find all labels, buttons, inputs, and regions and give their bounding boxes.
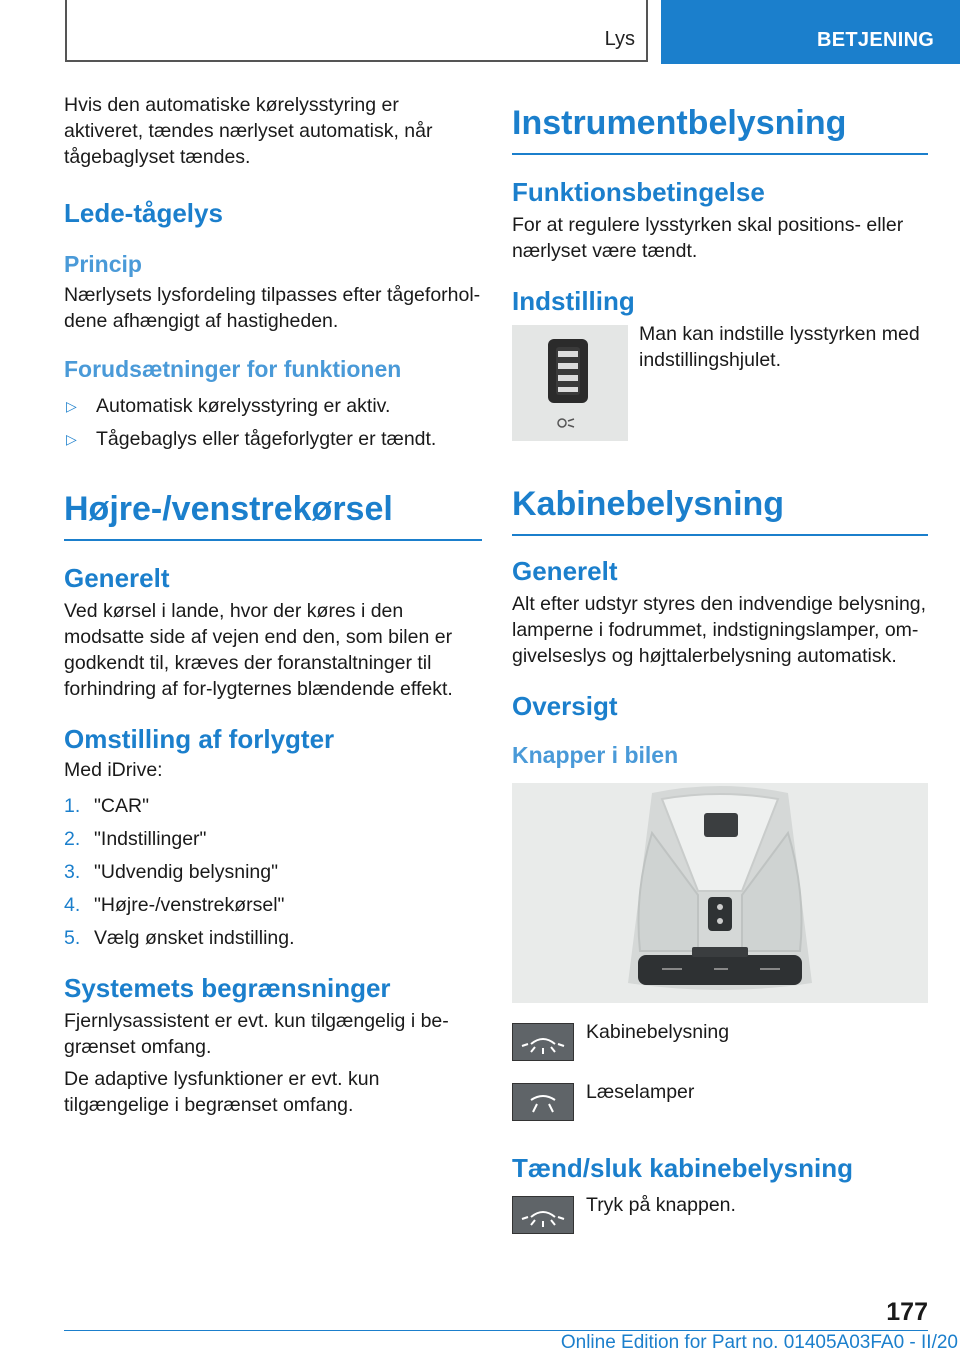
funktion-heading: Funktionsbetingelse [512,177,765,207]
steps-list [64,793,482,951]
lede-heading: Lede-tågelys [64,198,223,228]
footer-divider [64,1330,928,1331]
cabin-light-row [512,1023,928,1061]
reading-lamp-label: Læselamper [586,1081,695,1103]
list-item: 1. "CAR" [64,795,150,817]
list-item: ▷ Tågebaglys eller tågeforlygter er tændt. [66,428,437,450]
princip-text: Nærlysets lysfordeling tilpasses efter tågeforhol‐dene afhængigt af hastigheden. [64,284,481,332]
indstilling-row [512,325,928,441]
right-column [512,104,928,1234]
cabin-light-icon[interactable] [512,1023,574,1061]
omstilling-heading: Omstilling af forlygter [64,724,335,754]
header-section: Lys [604,28,635,50]
footer-edition: Online Edition for Part no. 01405A03FA0 - II/20 [560,1332,958,1353]
left-column [64,92,482,1118]
intro-text: Hvis den automatiske kørelysstyring er aktiveret, tændes nærlyset automatisk, når tågebaglyset tændes. [64,94,433,168]
taend-heading: Tænd/sluk kabinebelysning [512,1153,853,1183]
hv-heading: Højre-/venstrekørsel [64,490,482,541]
instrument-heading: Instrumentbelysning [512,104,928,155]
princip-heading: Princip [64,251,142,277]
generelt-heading: Generelt [64,563,170,593]
taend-text: Tryk på knappen. [586,1194,736,1216]
roof-console-image [512,783,928,1003]
forud-heading: Forudsætninger for funktionen [64,356,402,382]
omstilling-text: Med iDrive: [64,759,163,781]
generelt-text: Ved kørsel i lande, hvor der køres i den modsatte side af vejen end den, som bilen er godkendt til, kræves der foranstaltninger til forhindring af for‐lygternes blændende effekt. [64,600,453,700]
kabine-heading: Kabinebelysning [512,485,928,536]
funktion-text: For at regulere lysstyrken skal positions- eller nærlyset være tændt. [512,214,904,262]
triangle-bullet-icon: ▷ [66,431,77,447]
list-item: 4. "Højre-/venstrekørsel" [64,894,285,916]
begraensninger-text-1: Fjernlysassistent er evt. kun tilgængelig i be‐grænset omfang. [64,1010,449,1058]
dimmer-wheel-icon [512,325,628,441]
list-item: 3. "Udvendig belysning" [64,861,279,883]
knapper-heading: Knapper i bilen [512,742,679,768]
begraensninger-heading: Systemets begrænsninger [64,973,391,1003]
cabin-light-label: Kabinebelysning [586,1021,730,1043]
list-item: ▷ Automatisk kørelysstyring er aktiv. [66,395,391,417]
header-chapter-tab[interactable]: BETJENING [661,0,960,64]
begraensninger-text-2: De adaptive lysfunktioner er evt. kun tilgængelige i begrænset omfang. [64,1068,380,1116]
reading-lamp-row [512,1083,928,1121]
page-number: 177 [886,1298,928,1326]
list-item: 5. Vælg ønsket indstilling. [64,927,295,949]
oversigt-heading: Oversigt [512,691,618,721]
reading-lamp-icon[interactable] [512,1083,574,1121]
taend-row [512,1196,928,1234]
cabin-light-icon[interactable] [512,1196,574,1234]
indstilling-text: Man kan indstille lysstyrken med indstillingshjulet. [639,323,920,371]
kabine-generelt-heading: Generelt [512,556,618,586]
forud-list [64,393,482,452]
triangle-bullet-icon: ▷ [66,398,77,414]
indstilling-heading: Indstilling [512,286,635,316]
kabine-generelt-text: Alt efter udstyr styres den indvendige belysning, lamperne i fodrummet, indstigningslamper, om‐givelseslys og højttalerbelysning automatisk. [512,593,927,667]
list-item: 2. "Indstillinger" [64,828,207,850]
